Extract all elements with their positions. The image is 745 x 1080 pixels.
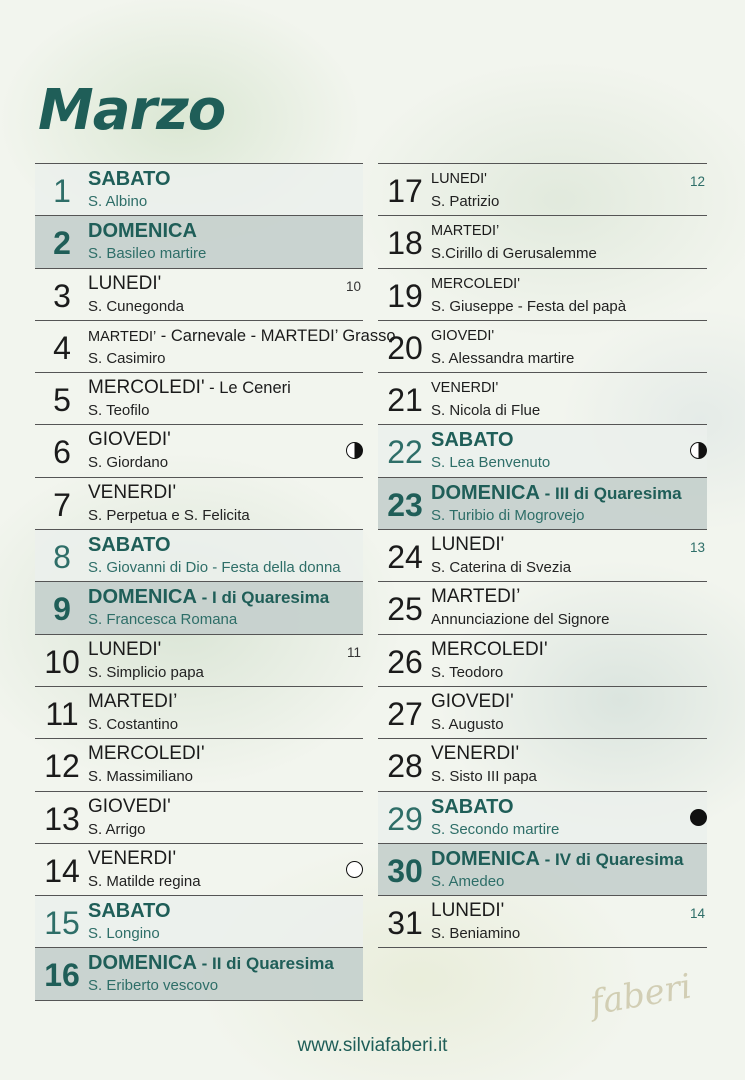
weekday-label: SABATO [431,795,514,818]
day-row [378,686,707,738]
saint-name: S. Sisto III papa [431,768,537,786]
day-row [35,372,363,424]
weekday-name [431,847,684,872]
day-row [378,895,707,947]
day-number: 10 [44,643,80,680]
saint-name: S.Cirillo di Gerusalemme [431,245,597,263]
artist-signature: faberi [587,966,695,1024]
weekday-label: LUNEDI' [431,534,505,556]
saint-name: S. Teofilo [88,402,150,420]
weekday-label: SABATO [88,900,171,923]
day-row [35,581,363,633]
saint-name: S. Eriberto vescovo [88,977,219,995]
weekday-label: GIOVEDI' [431,690,514,712]
weekday-label: MERCOLEDI' [431,638,548,660]
day-number: 28 [387,748,423,785]
day-number: 19 [387,277,423,314]
new-moon-icon [690,809,707,826]
weekday-name [431,376,498,400]
weekday-name [88,795,171,819]
saint-name: S. Giordano [88,454,169,472]
saint-name: Annunciazione del Signore [431,611,610,629]
day-row [378,738,707,790]
weekday-name [88,742,205,766]
weekday-name [88,690,177,714]
day-number: 14 [44,852,80,889]
weekday-label: GIOVEDI' [88,429,171,451]
day-number: 27 [387,695,423,732]
weekday-name [88,272,161,296]
saint-name: S. Arrigo [88,820,146,838]
weekday-name [88,638,161,662]
website-footer[interactable]: www.silviafaberi.it [297,1035,448,1056]
full-moon-icon [346,861,363,878]
weekday-name [88,847,176,871]
saint-name: S. Cunegonda [88,297,184,315]
half-moon-icon [690,442,707,459]
weekday-label: LUNEDI' [431,171,487,187]
day-row [378,529,707,581]
weekday-label: LUNEDI' [88,272,162,294]
day-row [35,163,363,215]
weekday-name [431,585,520,609]
saint-name: S. Lea Benvenuto [431,454,551,472]
day-row [378,843,707,895]
day-row [35,529,363,581]
week-number: 14 [689,906,705,922]
day-row [35,843,363,895]
holiday-note: - IV di Quaresima [539,849,684,869]
weekday-label: SABATO [88,168,171,190]
saint-name: S. Basileo martire [88,245,207,263]
weekday-name [88,585,329,610]
weekday-name [431,219,499,243]
day-number: 25 [387,591,423,628]
saint-name: S. Alessandra martire [431,349,575,367]
weekday-name [431,167,487,191]
day-number: 7 [53,486,71,523]
day-number: 3 [53,277,71,314]
holiday-note: - III di Quaresima [539,483,682,503]
saint-name: S. Beniamino [431,925,521,943]
weekday-label: DOMENICA [88,952,197,975]
weekday-name [88,219,197,243]
weekday-label: DOMENICA [431,847,540,870]
day-number: 17 [387,173,423,209]
day-row [378,163,707,215]
saint-name: S. Nicola di Flue [431,402,541,420]
weekday-label: VENERDI' [88,481,177,503]
weekday-name [431,742,519,766]
weekday-name [88,899,171,923]
day-row [35,268,363,320]
saint-name: S. Casimiro [88,349,166,367]
day-row [35,634,363,686]
weekday-label: LUNEDI' [431,900,505,922]
saint-name: S. Albino [88,193,148,210]
weekday-label: MERCOLEDI' [88,743,205,765]
saint-name: S. Longino [88,925,160,943]
weekday-name [88,324,396,349]
weekday-label: VENERDI' [88,847,177,869]
left-day-column [35,163,396,1001]
day-number: 4 [53,329,71,366]
weekday-name [88,428,171,452]
day-row [35,215,363,267]
weekday-label: MARTEDI’ [431,223,500,240]
saint-name: S. Perpetua e S. Felicita [88,506,250,524]
saint-name: S. Costantino [88,715,179,733]
day-number: 31 [387,905,423,942]
day-number: 30 [387,852,423,889]
weekday-label: MARTEDI’ [431,586,521,608]
week-number: 11 [346,644,361,660]
day-row [378,424,707,476]
saint-name: S. Augusto [431,715,504,733]
weekday-label: VENERDI' [431,743,520,765]
day-number: 2 [53,225,71,262]
weekday-name [431,533,504,557]
saint-name: S. Massimiliano [88,768,194,786]
day-row [378,581,707,633]
weekday-label: GIOVEDI' [431,327,495,344]
day-number: 8 [53,539,71,576]
day-number: 20 [387,329,423,366]
holiday-note: - I di Quaresima [196,588,330,608]
day-number: 18 [387,225,423,262]
weekday-label: MERCOLEDI' [88,377,205,399]
weekday-name [88,533,171,557]
holiday-note: - Carnevale - MARTEDI’ Grasso [156,326,396,345]
saint-name: S. Caterina di Svezia [431,559,572,577]
weekday-name [431,690,514,714]
day-row [35,791,363,843]
saint-name: S. Giuseppe - Festa del papà [431,297,627,315]
weekday-label: DOMENICA [88,220,197,243]
weekday-name [431,272,520,296]
holiday-note: - Le Ceneri [204,379,291,398]
day-row [378,320,707,372]
day-number: 22 [387,434,423,471]
day-row [35,320,396,372]
weekday-name [431,899,504,923]
weekday-label: MERCOLEDI' [431,275,520,292]
saint-name: S. Patrizio [431,193,500,210]
holiday-note: - II di Quaresima [196,954,334,974]
saint-name: S. Simplicio papa [88,663,204,681]
day-number: 1 [53,173,71,209]
day-row [378,268,707,320]
weekday-name [431,638,548,662]
weekday-name [88,951,334,976]
day-row [35,947,363,999]
saint-name: S. Francesca Romana [88,611,238,629]
saint-name: S. Giovanni di Dio - Festa della donna [88,559,341,577]
day-number: 13 [44,800,80,837]
divider [35,1000,363,1001]
weekday-label: LUNEDI' [88,638,162,660]
day-row [35,686,363,738]
day-number: 23 [387,486,423,523]
day-number: 24 [387,539,423,576]
day-row [35,738,363,790]
day-number: 26 [387,643,423,680]
day-number: 5 [53,382,71,419]
weekday-name [88,481,176,505]
weekday-label: DOMENICA [431,481,540,504]
day-number: 29 [387,800,423,837]
day-row [35,424,363,476]
half-moon-icon [346,442,363,459]
weekday-label: MARTEDI’ [88,690,178,712]
weekday-name [431,481,682,506]
day-number: 15 [44,905,80,942]
weekday-name [431,324,494,348]
weekday-label: SABATO [88,534,171,557]
weekday-name [431,795,514,819]
month-title: Marzo [38,78,226,143]
saint-name: S. Secondo martire [431,820,560,838]
weekday-label: MARTEDI’ [88,328,157,345]
day-number: 16 [44,957,80,994]
day-number: 9 [53,591,71,628]
divider [378,947,707,948]
week-number: 10 [345,278,361,294]
day-row [35,477,363,529]
day-row [35,895,363,947]
weekday-name [88,376,291,400]
week-number: 12 [689,174,705,189]
weekday-label: VENERDI' [431,380,499,397]
day-number: 21 [387,382,423,419]
saint-name: S. Matilde regina [88,872,201,890]
day-row [378,791,707,843]
day-number: 6 [53,434,71,471]
weekday-label: GIOVEDI' [88,795,171,817]
right-day-column [378,163,707,948]
day-row [378,372,707,424]
saint-name: S. Amedeo [431,872,505,890]
day-number: 12 [44,748,80,785]
saint-name: S. Teodoro [431,663,504,681]
weekday-label: SABATO [431,429,514,452]
day-number: 11 [45,695,79,732]
weekday-name [88,167,171,191]
week-number: 13 [689,540,705,556]
day-row [378,634,707,686]
day-row [378,477,707,529]
weekday-name [431,428,514,452]
weekday-label: DOMENICA [88,586,197,609]
saint-name: S. Turibio di Mogrovejo [431,506,585,524]
day-row [378,215,707,267]
